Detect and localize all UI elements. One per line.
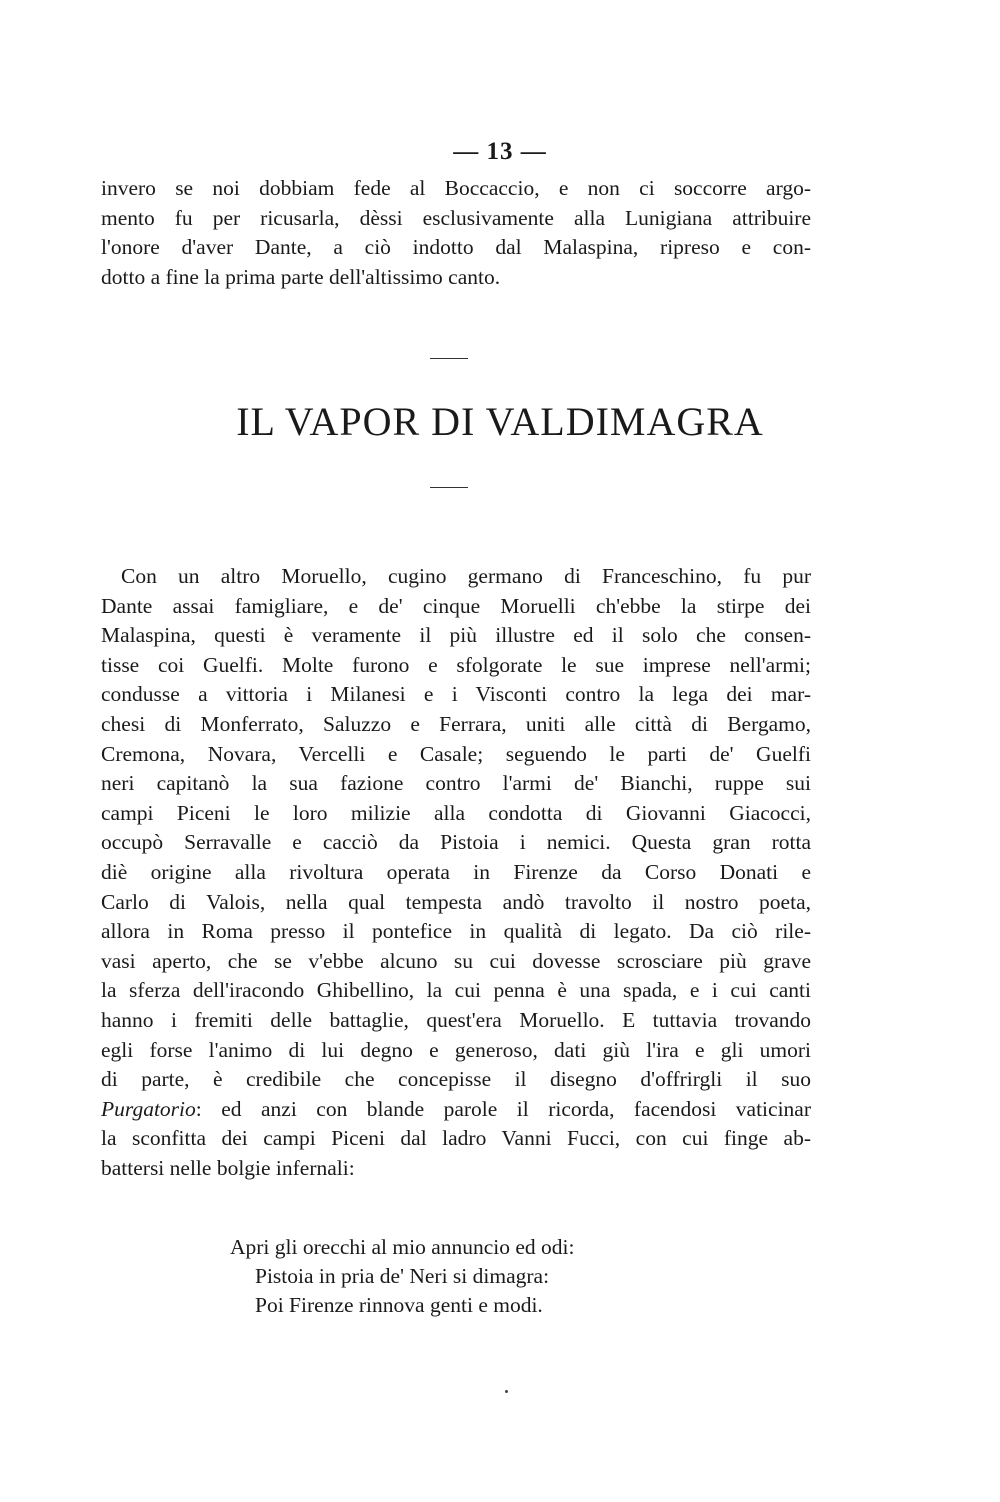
text-line: condusse a vittoria i Milanesi e i Visconti contro la lega dei mar- [101,682,811,707]
text-fragment: : ed anzi con blande parole il ricorda, facendosi vaticinar [195,1096,811,1121]
text-line: Dante assai famigliare, e de' cinque Moruelli ch'ebbe la stirpe dei [101,593,811,618]
intro-paragraph [101,174,811,292]
ink-speck [505,1390,508,1393]
italic-title: Purgatorio [101,1096,196,1121]
verse-line: Poi Firenze rinnova genti e modi. [255,1293,543,1318]
text-line: tisse coi Guelfi. Molte furono e sfolgorate le sue imprese nell'armi; [101,652,811,677]
text-line: hanno i fremiti delle battaglie, quest'era Moruello. E tuttavia trovando [101,1007,811,1032]
text-line: mento fu per ricusarla, dèssi esclusivamente alla Lunigiana attribuire [101,205,811,230]
text-line: occupò Serravalle e cacciò da Pistoia i nemici. Questa gran rotta [101,830,811,855]
text-line: vasi aperto, che se v'ebbe alcuno su cui dovesse scrosciare più grave [101,948,811,973]
text-line: Con un altro Moruello, cugino germano di Franceschino, fu pur [121,564,811,588]
body-paragraph [101,562,811,1183]
text-line: campi Piceni le loro milizie alla condotta di Giovanni Giacocci, [101,800,811,825]
text-line: allora in Roma presso il pontefice in qualità di legato. Da ciò rile- [101,919,811,944]
text-line: la sferza dell'iracondo Ghibellino, la cui penna è una spada, e i cui canti [101,978,811,1003]
text-line: invero se noi dobbiam fede al Boccaccio, e non ci soccorre argo- [101,176,811,200]
text-line: chesi di Monferrato, Saluzzo e Ferrara, uniti alle città di Bergamo, [101,711,811,736]
text-line: egli forse l'animo di lui degno e generoso, dati giù l'ira e gli umori [101,1037,811,1062]
divider-rule [430,358,468,359]
text-line: Cremona, Novara, Vercelli e Casale; seguendo le parti de' Guelfi [101,741,811,766]
text-line [101,1095,811,1125]
chapter-title: IL VAPOR DI VALDIMAGRA [236,399,764,444]
divider-rule [430,487,468,488]
text-line: battersi nelle bolgie infernali: [101,1155,355,1180]
text-line: neri capitanò la sua fazione contro l'armi de' Bianchi, ruppe sui [101,771,811,796]
page-number: — 13 — [453,138,547,165]
text-line: la sconfitta dei campi Piceni dal ladro Vanni Fucci, con cui finge ab- [101,1126,811,1151]
text-line: diè origine alla rivoltura operata in Firenze da Corso Donati e [101,859,811,884]
text-line: Malaspina, questi è veramente il più illustre ed il solo che consen- [101,623,811,648]
text-line: l'onore d'aver Dante, a ciò indotto dal Malaspina, ripreso e con- [101,235,811,260]
verse-quote [230,1233,575,1321]
verse-line: Pistoia in pria de' Neri si dimagra: [255,1264,550,1289]
text-line: dotto a fine la prima parte dell'altissimo canto. [101,264,501,289]
text-line: di parte, è credibile che concepisse il disegno d'offrirgli il suo [101,1067,811,1092]
verse-line: Apri gli orecchi al mio annuncio ed odi: [230,1235,575,1259]
text-line: Carlo di Valois, nella qual tempesta andò travolto il nostro poeta, [101,889,811,914]
